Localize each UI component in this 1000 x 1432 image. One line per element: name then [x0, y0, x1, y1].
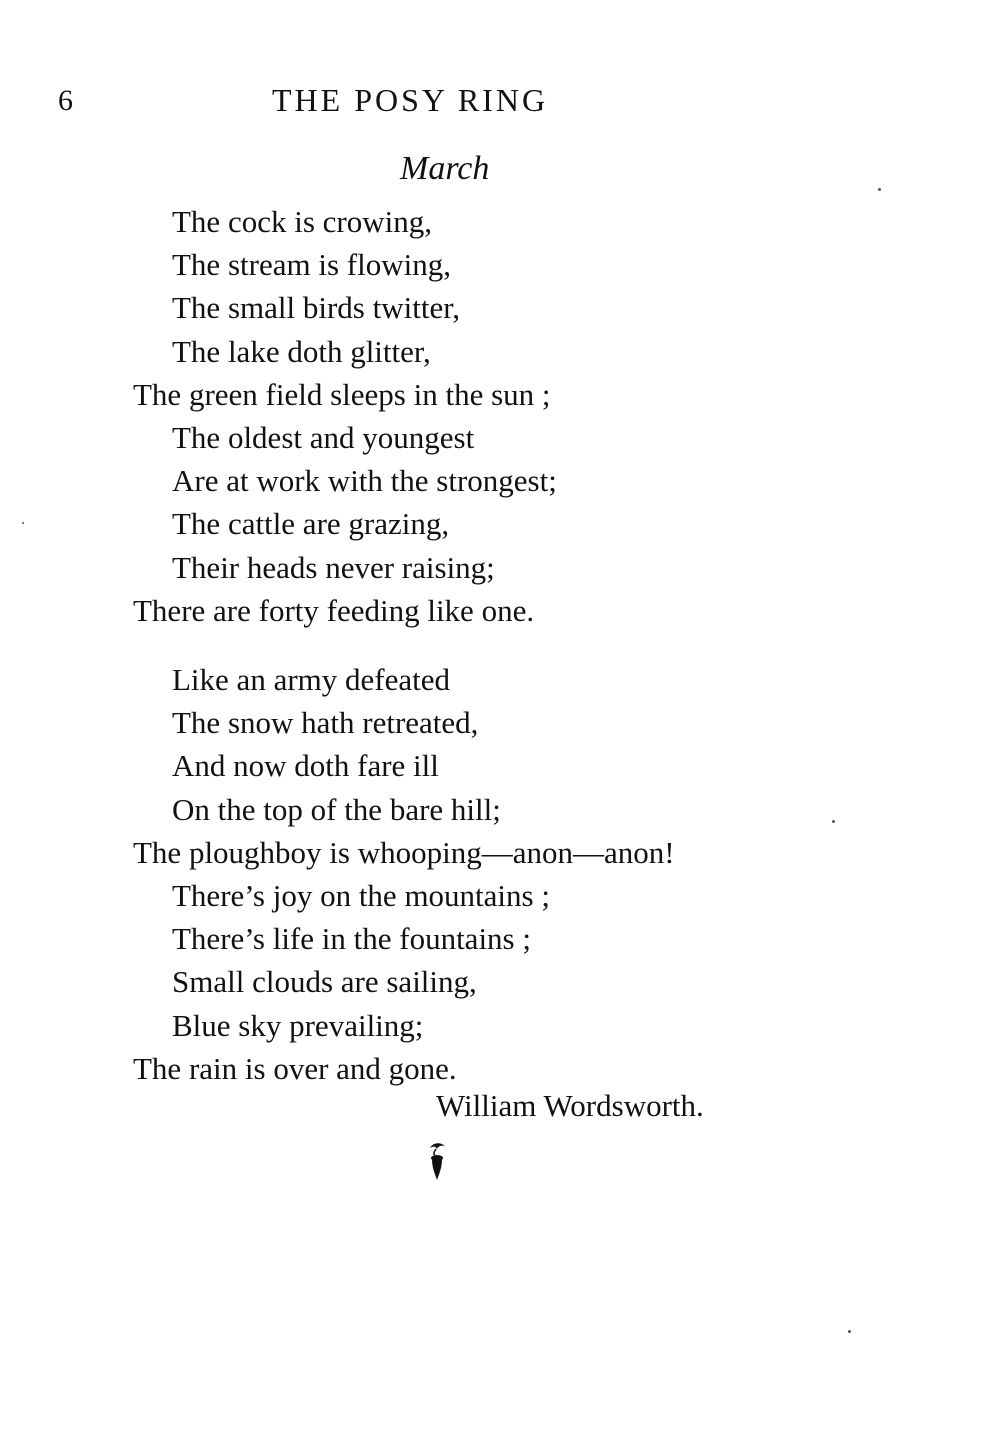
poem-line: The cock is crowing,: [172, 204, 432, 239]
poem-line: Small clouds are sailing,: [172, 964, 477, 1000]
paper-speck: [832, 820, 835, 823]
poem-line: Blue sky prevailing;: [172, 1007, 424, 1043]
poem-line: There’s life in the fountains ;: [172, 921, 531, 957]
poem-line: The rain is over and gone.: [133, 1050, 457, 1086]
poem-title: March: [400, 150, 490, 187]
paper-speck: [878, 188, 881, 191]
poem-line: The lake doth glitter,: [172, 333, 431, 369]
poem-line: The green field sleeps in the sun ;: [133, 376, 551, 412]
poem-line: The cattle are grazing,: [172, 506, 450, 542]
stanza-2: [0, 658, 675, 1090]
poem-line: There’s joy on the mountains ;: [172, 877, 550, 913]
poem-line: There are forty feeding like one.: [133, 592, 535, 628]
poem-line: On the top of the bare hill;: [172, 791, 501, 827]
poem-line: The snow hath retreated,: [172, 705, 479, 741]
poem-line: And now doth fare ill: [172, 748, 439, 784]
paper-speck: [22, 522, 24, 524]
poem-line: The small birds twitter,: [172, 290, 461, 326]
acorn-ornament-icon: [424, 1140, 450, 1184]
poem-line: Are at work with the strongest;: [172, 463, 557, 499]
page-number: 6: [58, 84, 73, 117]
poem-line: The stream is flowing,: [172, 247, 451, 283]
poem-line: The ploughboy is whooping—anon—anon!: [133, 834, 675, 870]
poem-line: The oldest and youngest: [172, 419, 475, 455]
poem-author: William Wordsworth.: [436, 1088, 704, 1123]
stanza-1: [0, 200, 557, 632]
poem-line: Like an army defeated: [172, 662, 450, 697]
poem-line: Their heads never raising;: [172, 549, 495, 585]
running-head: THE POSY RING: [272, 82, 549, 118]
paper-speck: [848, 1330, 851, 1333]
